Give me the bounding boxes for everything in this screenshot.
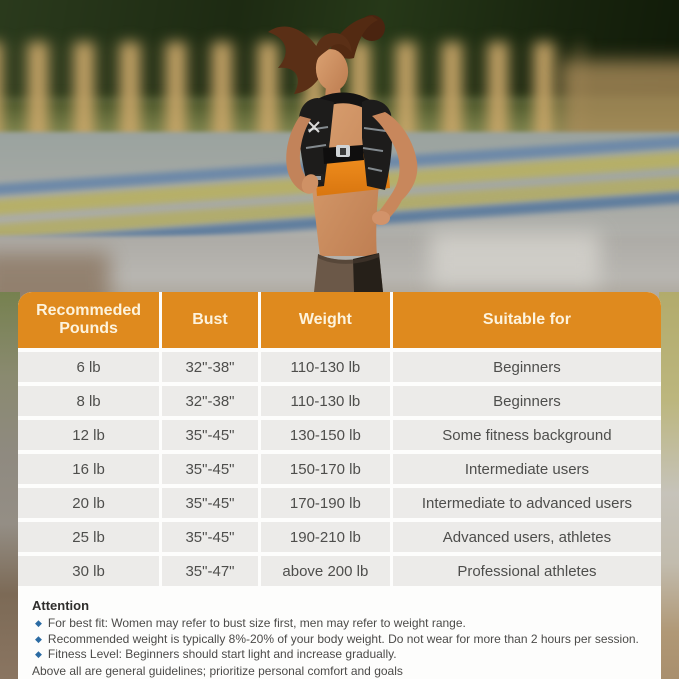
table-cell: 32"-38": [162, 352, 258, 382]
attention-bullet-line: [32, 616, 646, 632]
size-chart-card: [18, 292, 661, 679]
table-cell: 35"-47": [162, 556, 258, 586]
attention-bullet-line: [32, 632, 646, 648]
photo-edge-right: [659, 292, 679, 679]
attention-title: Attention: [32, 598, 90, 613]
table-cell: 35"-45": [162, 488, 258, 518]
right-hand: [372, 211, 390, 225]
table-cell: 8 lb: [18, 386, 159, 416]
col-header-bust: Bust: [162, 292, 258, 348]
vest-right-strap: [362, 100, 392, 190]
table-cell: 170-190 lb: [261, 488, 390, 518]
runner-woman: [250, 8, 460, 292]
table-cell: Some fitness background: [393, 420, 661, 450]
attention-footer: Above all are general guidelines; prioritize personal comfort and goals: [32, 663, 403, 678]
table-cell: Advanced users, athletes: [393, 522, 661, 552]
size-table: [18, 292, 661, 586]
diamond-bullet-icon: ◆: [35, 618, 42, 628]
table-cell: 30 lb: [18, 556, 159, 586]
diamond-bullet-icon: ◆: [35, 649, 42, 659]
attention-bullet-line: [32, 647, 646, 663]
table-cell: 6 lb: [18, 352, 159, 382]
table-cell: 35"-45": [162, 522, 258, 552]
table-cell: 110-130 lb: [261, 386, 390, 416]
table-cell: 32"-38": [162, 386, 258, 416]
attention-section: [18, 586, 661, 679]
diamond-bullet-icon: ◆: [35, 633, 42, 644]
table-cell: 110-130 lb: [261, 352, 390, 382]
table-cell: Professional athletes: [393, 556, 661, 586]
photo-edge-left: [0, 292, 20, 679]
table-cell: 12 lb: [18, 420, 159, 450]
col-header-suitable-for: Suitable for: [393, 292, 661, 348]
col-header-recommended-pounds: Recommeded Pounds: [18, 292, 159, 348]
table-cell: 150-170 lb: [261, 454, 390, 484]
attention-bullet-text: For best fit: Women may refer to bust size first, men may refer to weight range.: [47, 616, 466, 630]
table-cell: Beginners: [393, 352, 661, 382]
table-cell: 35"-45": [162, 454, 258, 484]
table-cell: above 200 lb: [261, 556, 390, 586]
table-cell: 25 lb: [18, 522, 159, 552]
vest-buckle-clip: [340, 148, 346, 155]
attention-bullet-text: Fitness Level: Beginners should start light and increase gradually.: [47, 647, 397, 661]
table-cell: 20 lb: [18, 488, 159, 518]
table-cell: 35"-45": [162, 420, 258, 450]
table-cell: 130-150 lb: [261, 420, 390, 450]
table-cell: Intermediate users: [393, 454, 661, 484]
table-cell: Beginners: [393, 386, 661, 416]
table-cell: 190-210 lb: [261, 522, 390, 552]
attention-bullet-text: Recommended weight is typically 8%-20% of your body weight. Do not wear for more than 2 hours per session.: [47, 631, 639, 646]
table-cell: 16 lb: [18, 454, 159, 484]
table-cell: Intermediate to advanced users: [393, 488, 661, 518]
col-header-weight: Weight: [261, 292, 390, 348]
